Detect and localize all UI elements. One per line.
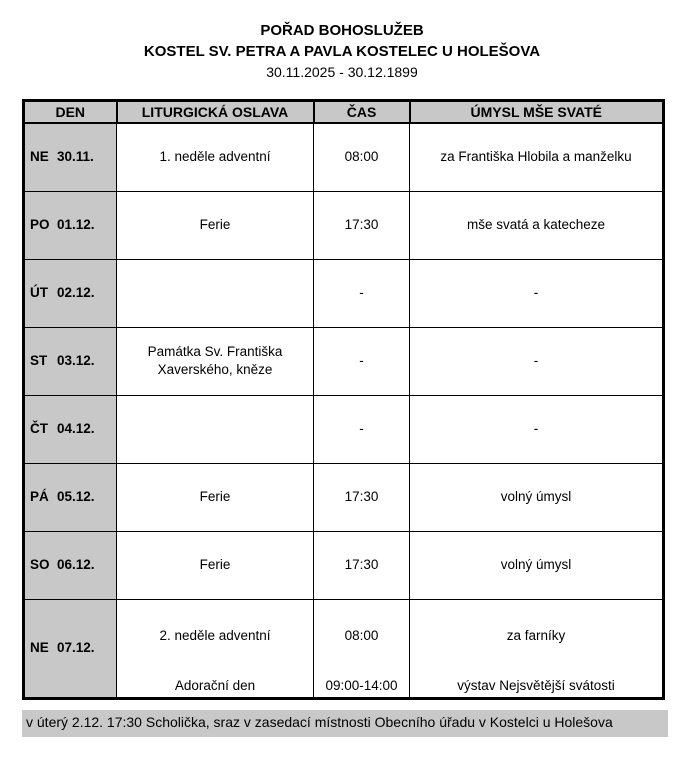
day-cell — [24, 123, 117, 191]
table-row — [24, 327, 664, 395]
col-header-day: DEN — [24, 101, 117, 124]
schedule-body — [24, 123, 664, 698]
day-cell — [24, 463, 117, 531]
church-name: KOSTEL SV. PETRA A PAVLA KOSTELEC U HOLEŠOVA — [143, 43, 541, 60]
day-abbr: PO — [30, 217, 50, 232]
intention-cell: - — [410, 327, 664, 395]
celebration-cell: 1. neděle adventní — [117, 123, 314, 191]
time-cell: - — [314, 395, 410, 463]
day-cell — [24, 191, 117, 259]
time-cell: - — [314, 259, 410, 327]
celebration-line1: 2. neděle adventní — [159, 627, 271, 643]
day-date: 06.12. — [57, 557, 95, 572]
time-cell: 17:30 — [314, 463, 410, 531]
table-row — [24, 599, 664, 698]
day-date: 05.12. — [57, 489, 95, 504]
day-date: 07.12. — [57, 640, 95, 655]
intention-cell — [410, 599, 664, 698]
time-cell: 08:00 — [314, 123, 410, 191]
day-cell — [24, 395, 117, 463]
table-row — [24, 395, 664, 463]
table-row — [24, 259, 664, 327]
celebration-cell: Ferie — [117, 463, 314, 531]
day-abbr: SO — [30, 557, 50, 572]
time-cell — [314, 599, 410, 698]
time-line2: 09:00-14:00 — [325, 677, 398, 693]
col-header-time: ČAS — [314, 101, 410, 124]
day-abbr: NE — [30, 149, 49, 165]
day-date: 01.12. — [57, 217, 95, 232]
day-date: 02.12. — [57, 285, 95, 300]
time-cell: - — [314, 327, 410, 395]
schedule-table — [22, 99, 665, 700]
day-abbr: ST — [30, 353, 48, 368]
time-cell: 17:30 — [314, 191, 410, 259]
day-abbr: PÁ — [30, 489, 49, 504]
title-block — [0, 0, 684, 83]
intention-cell: mše svatá a katecheze — [410, 191, 664, 259]
day-date: 03.12. — [57, 353, 95, 368]
day-date: 04.12. — [57, 421, 95, 436]
celebration-cell — [117, 259, 314, 327]
celebration-cell — [117, 395, 314, 463]
table-header-row — [24, 101, 664, 124]
intention-line1: za farníky — [506, 627, 566, 643]
col-header-celebration: LITURGICKÁ OSLAVA — [117, 101, 314, 124]
table-row — [24, 123, 664, 191]
table-row — [24, 191, 664, 259]
day-cell — [24, 531, 117, 599]
day-cell — [24, 327, 117, 395]
table-row — [24, 531, 664, 599]
celebration-cell: Památka Sv. Františka Xaverského, kněze — [117, 327, 314, 395]
day-abbr: NE — [30, 640, 49, 655]
celebration-line2: Adorační den — [174, 677, 256, 693]
intention-cell: - — [410, 259, 664, 327]
date-range: 30.11.2025 - 30.12.1899 — [266, 64, 418, 80]
table-row — [24, 463, 664, 531]
celebration-cell: Ferie — [117, 531, 314, 599]
footer-note: v úterý 2.12. 17:30 Scholička, sraz v zasedací místnosti Obecního úřadu v Kostelci u Holešova — [22, 710, 668, 737]
day-cell — [24, 259, 117, 327]
time-line1: 08:00 — [344, 627, 379, 643]
day-cell — [24, 599, 117, 698]
intention-cell: za Františka Hlobila a manželku — [410, 123, 664, 191]
celebration-cell: Ferie — [117, 191, 314, 259]
intention-line2: výstav Nejsvětější svátosti — [457, 677, 615, 693]
day-abbr: ÚT — [30, 285, 48, 300]
day-date: 30.11. — [57, 149, 94, 165]
intention-cell: - — [410, 395, 664, 463]
col-header-intention: ÚMYSL MŠE SVATÉ — [410, 101, 664, 124]
time-cell: 17:30 — [314, 531, 410, 599]
page-title: POŘAD BOHOSLUŽEB — [260, 22, 424, 39]
intention-cell: volný úmysl — [410, 463, 664, 531]
celebration-cell — [117, 599, 314, 698]
intention-cell: volný úmysl — [410, 531, 664, 599]
day-abbr: ČT — [30, 421, 48, 436]
